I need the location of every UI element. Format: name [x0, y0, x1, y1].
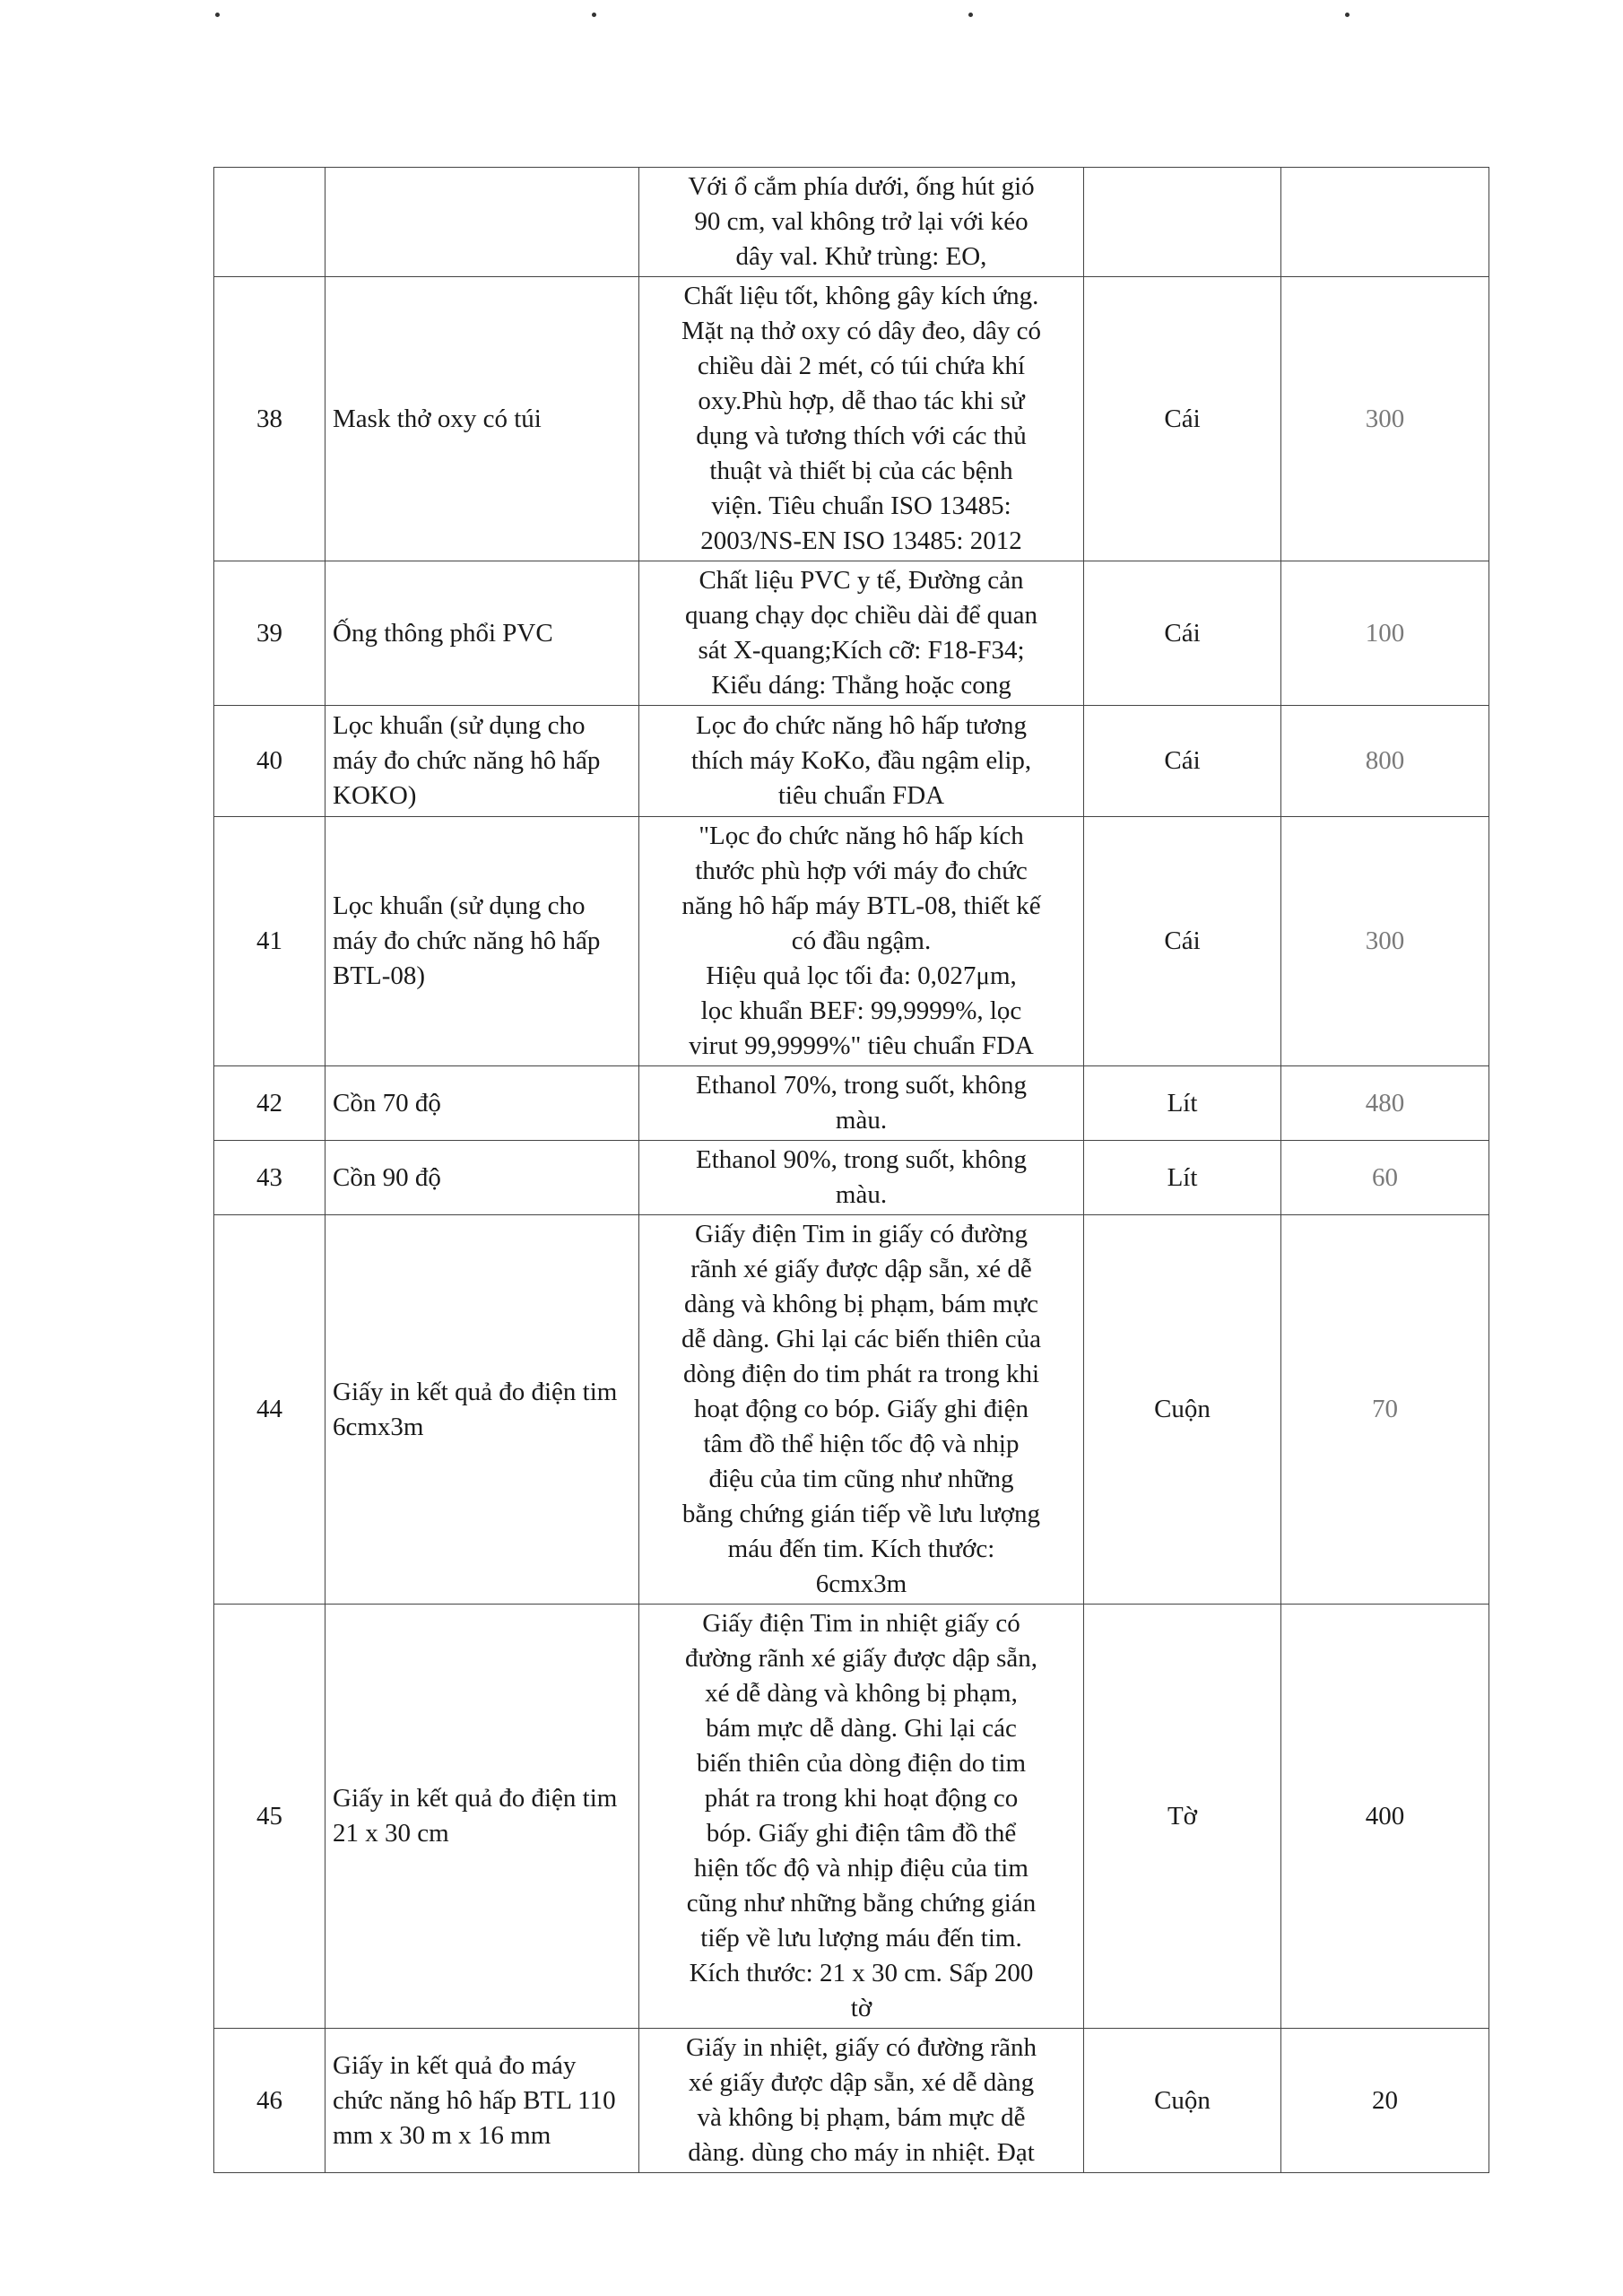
item-unit-cell: Cái — [1084, 561, 1281, 706]
item-number-cell: 46 — [214, 2029, 325, 2173]
table-row — [214, 168, 1489, 277]
item-spec-cell: Ethanol 70%, trong suốt, không màu. — [639, 1066, 1084, 1141]
item-name-cell: Ống thông phổi PVC — [325, 561, 639, 706]
item-spec-cell: Giấy in nhiệt, giấy có đường rãnh xé giấy được dập sẵn, xé dễ dàng và không bị phạm, bám mực dễ dàng. dùng cho máy in nhiệt. Đạt — [639, 2029, 1084, 2173]
item-name-cell: Mask thở oxy có túi — [325, 277, 639, 561]
supply-table — [213, 167, 1489, 2173]
item-spec-cell: "Lọc đo chức năng hô hấp kích thước phù hợp với máy đo chức năng hô hấp máy BTL-08, thiết kế có đầu ngậm. Hiệu quả lọc tối đa: 0,027μm, lọc khuẩn BEF: 99,9999%, lọc virut 99,9999%" tiêu chuẩn FDA — [639, 817, 1084, 1066]
item-spec-cell: Lọc đo chức năng hô hấp tương thích máy KoKo, đầu ngậm elip, tiêu chuẩn FDA — [639, 706, 1084, 817]
supply-table-body — [214, 168, 1489, 2173]
item-unit-cell — [1084, 168, 1281, 277]
item-unit-cell: Cái — [1084, 706, 1281, 817]
item-quantity-cell: 400 — [1281, 1605, 1489, 2029]
item-spec-cell: Với ổ cắm phía dưới, ống hút gió 90 cm, val không trở lại với kéo dây val. Khử trùng: EO, — [639, 168, 1084, 277]
item-spec-cell: Chất liệu tốt, không gây kích ứng. Mặt nạ thở oxy có dây đeo, dây có chiều dài 2 mét, có túi chứa khí oxy.Phù hợp, dễ thao tác khi sử dụng và tương thích với các thủ thuật và thiết bị của các bệnh viện. Tiêu chuẩn ISO 13485: 2003/NS-EN ISO 13485: 2012 — [639, 277, 1084, 561]
item-quantity-cell: 300 — [1281, 817, 1489, 1066]
item-number-cell: 43 — [214, 1141, 325, 1215]
item-name-cell: Giấy in kết quả đo điện tim 21 x 30 cm — [325, 1605, 639, 2029]
table-row — [214, 277, 1489, 561]
item-number-cell: 38 — [214, 277, 325, 561]
table-row — [214, 817, 1489, 1066]
table-row — [214, 1141, 1489, 1215]
item-quantity-cell: 60 — [1281, 1141, 1489, 1215]
item-name-cell: Lọc khuẩn (sử dụng cho máy đo chức năng hô hấp BTL-08) — [325, 817, 639, 1066]
item-unit-cell: Cuộn — [1084, 1215, 1281, 1605]
item-name-cell: Giấy in kết quả đo điện tim 6cmx3m — [325, 1215, 639, 1605]
item-name-cell: Cồn 90 độ — [325, 1141, 639, 1215]
item-spec-cell: Giấy điện Tim in nhiệt giấy có đường rãnh xé giấy được dập sẵn, xé dễ dàng và không bị phạm, bám mực dễ dàng. Ghi lại các biến thiên của dòng điện do tim phát ra trong khi hoạt động co bóp. Giấy ghi điện tâm đồ thể hiện tốc độ và nhịp điệu của tim cũng như những bằng chứng gián tiếp về lưu lượng máu đến tim. Kích thước: 21 x 30 cm. Sấp 200 tờ — [639, 1605, 1084, 2029]
table-row — [214, 1066, 1489, 1141]
item-quantity-cell — [1281, 168, 1489, 277]
item-quantity-cell: 800 — [1281, 706, 1489, 817]
item-name-cell — [325, 168, 639, 277]
table-row — [214, 1605, 1489, 2029]
item-spec-cell: Giấy điện Tim in giấy có đường rãnh xé giấy được dập sẵn, xé dễ dàng và không bị phạm, bám mực dễ dàng. Ghi lại các biến thiên của dòng điện do tim phát ra trong khi hoạt động co bóp. Giấy ghi điện tâm đồ thể hiện tốc độ và nhịp điệu của tim cũng như những bằng chứng gián tiếp về lưu lượng máu đến tim. Kích thước: 6cmx3m — [639, 1215, 1084, 1605]
item-unit-cell: Cuộn — [1084, 2029, 1281, 2173]
item-number-cell — [214, 168, 325, 277]
item-number-cell: 39 — [214, 561, 325, 706]
item-unit-cell: Cái — [1084, 277, 1281, 561]
item-quantity-cell: 70 — [1281, 1215, 1489, 1605]
item-number-cell: 42 — [214, 1066, 325, 1141]
item-name-cell: Lọc khuẩn (sử dụng cho máy đo chức năng hô hấp KOKO) — [325, 706, 639, 817]
table-row — [214, 561, 1489, 706]
item-number-cell: 41 — [214, 817, 325, 1066]
item-number-cell: 45 — [214, 1605, 325, 2029]
item-quantity-cell: 100 — [1281, 561, 1489, 706]
scan-artifact-dots — [54, 13, 1569, 30]
item-number-cell: 40 — [214, 706, 325, 817]
item-quantity-cell: 20 — [1281, 2029, 1489, 2173]
item-spec-cell: Chất liệu PVC y tế, Đường cản quang chạy dọc chiều dài để quan sát X-quang;Kích cỡ: F18-F34; Kiểu dáng: Thẳng hoặc cong — [639, 561, 1084, 706]
item-quantity-cell: 300 — [1281, 277, 1489, 561]
item-unit-cell: Lít — [1084, 1066, 1281, 1141]
item-spec-cell: Ethanol 90%, trong suốt, không màu. — [639, 1141, 1084, 1215]
item-name-cell: Cồn 70 độ — [325, 1066, 639, 1141]
item-number-cell: 44 — [214, 1215, 325, 1605]
table-row — [214, 2029, 1489, 2173]
table-row — [214, 1215, 1489, 1605]
item-quantity-cell: 480 — [1281, 1066, 1489, 1141]
item-name-cell: Giấy in kết quả đo máy chức năng hô hấp BTL 110 mm x 30 m x 16 mm — [325, 2029, 639, 2173]
table-row — [214, 706, 1489, 817]
item-unit-cell: Lít — [1084, 1141, 1281, 1215]
item-unit-cell: Cái — [1084, 817, 1281, 1066]
item-unit-cell: Tờ — [1084, 1605, 1281, 2029]
